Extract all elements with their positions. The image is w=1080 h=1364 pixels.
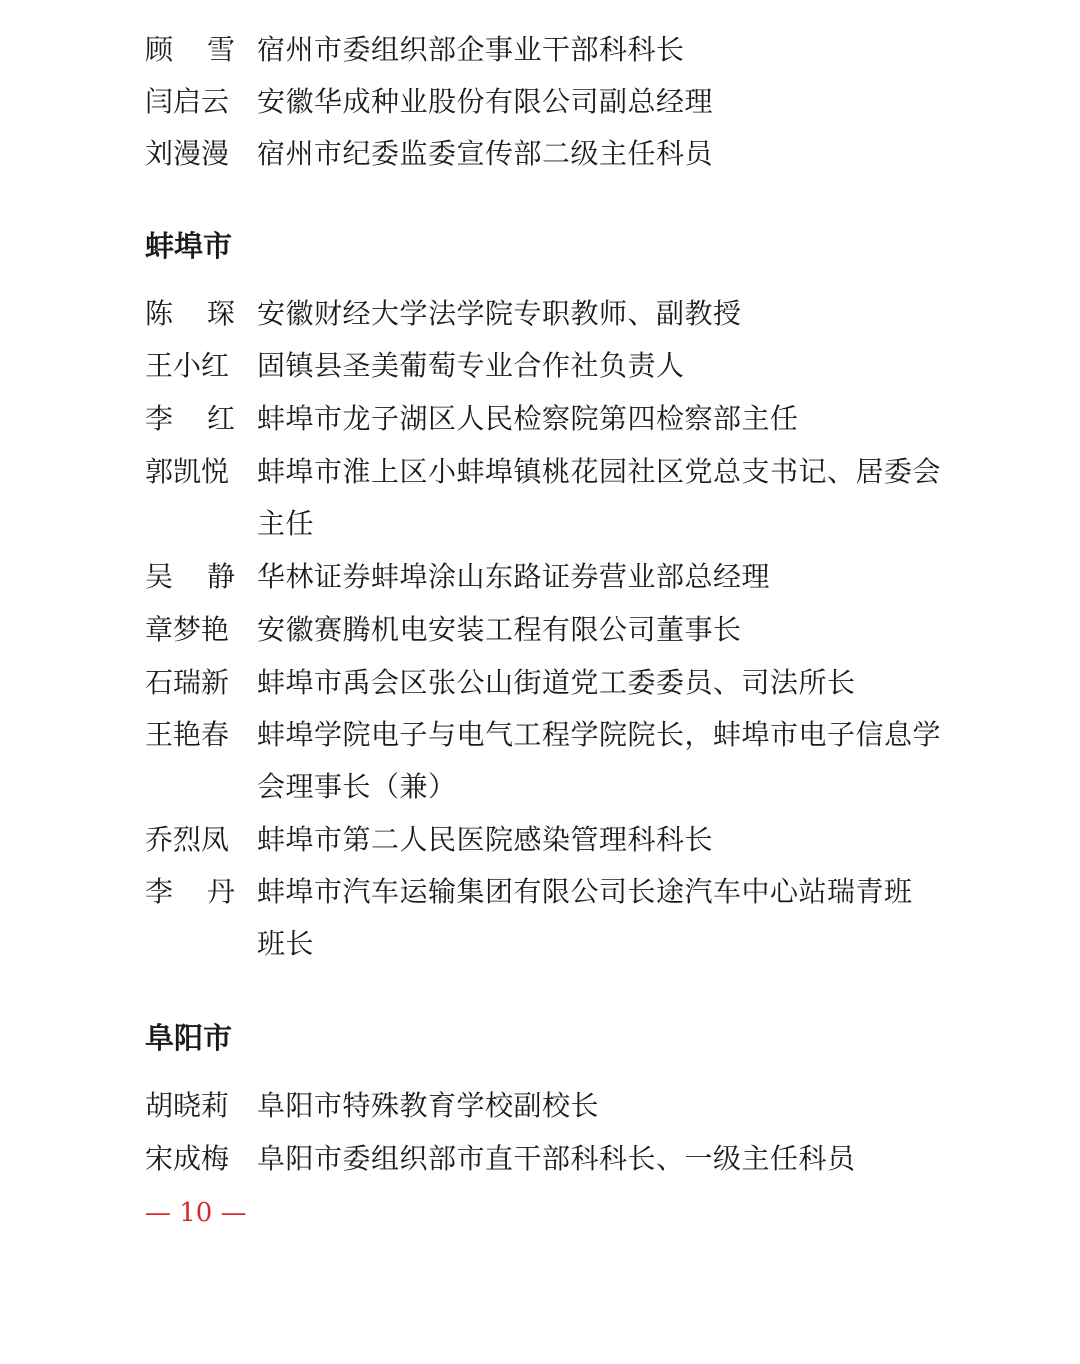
list-item: [0, 288, 1080, 340]
person-role: 固镇县圣美葡萄专业合作社负责人: [257, 349, 685, 382]
person-role: 安徽华成种业股份有限公司副总经理: [257, 85, 714, 118]
person-name: 郭凯悦: [145, 455, 230, 488]
person-name: 乔烈凤: [145, 823, 230, 856]
person-name: 吴 静: [145, 560, 235, 593]
list-item: [0, 551, 1080, 603]
person-role: 阜阳市特殊教育学校副校长: [257, 1089, 600, 1122]
list-item: [0, 709, 1080, 813]
person-role: 蚌埠市淮上区小蚌埠镇桃花园社区党总支书记、居委会: [257, 455, 942, 488]
person-role: 蚌埠市汽车运输集团有限公司长途汽车中心站瑞青班: [257, 875, 913, 908]
list-item: [0, 1080, 1080, 1132]
section-heading: 蚌埠市: [145, 229, 233, 263]
person-name: 宋成梅: [145, 1142, 230, 1175]
list-item: [0, 1133, 1080, 1185]
person-role: 蚌埠学院电子与电气工程学院院长，蚌埠市电子信息学: [257, 718, 942, 751]
person-role-continued: 会理事长（兼）: [257, 770, 457, 803]
page-number: — 10 —: [145, 1198, 247, 1228]
list-item: [0, 76, 1080, 128]
person-role-continued: 班长: [257, 927, 315, 960]
list-item: [0, 814, 1080, 866]
person-role-continued: 主任: [257, 507, 315, 540]
list-item: [0, 657, 1080, 709]
section-heading: 阜阳市: [145, 1021, 233, 1055]
person-name: 刘漫漫: [145, 137, 230, 170]
person-name: 李 红: [145, 402, 235, 435]
list-item: [0, 24, 1080, 76]
person-name: 李 丹: [145, 875, 235, 908]
person-name: 石瑞新: [145, 666, 230, 699]
list-item: [0, 866, 1080, 970]
person-name: 顾 雪: [145, 33, 235, 66]
list-item: [0, 393, 1080, 445]
person-name: 胡晓莉: [145, 1089, 230, 1122]
person-role: 蚌埠市第二人民医院感染管理科科长: [257, 823, 714, 856]
list-item: [0, 604, 1080, 656]
list-item: [0, 446, 1080, 550]
list-item: [0, 340, 1080, 392]
person-name: 闫启云: [145, 85, 230, 118]
person-role: 安徽赛腾机电安装工程有限公司董事长: [257, 613, 742, 646]
person-role: 蚌埠市龙子湖区人民检察院第四检察部主任: [257, 402, 799, 435]
person-role: 宿州市委组织部企事业干部科科长: [257, 33, 685, 66]
person-role: 华林证券蚌埠涂山东路证券营业部总经理: [257, 560, 771, 593]
person-name: 王艳春: [145, 718, 230, 751]
person-name: 王小红: [145, 349, 230, 382]
person-role: 蚌埠市禹会区张公山街道党工委委员、司法所长: [257, 666, 856, 699]
person-role: 安徽财经大学法学院专职教师、副教授: [257, 297, 742, 330]
person-role: 阜阳市委组织部市直干部科科长、一级主任科员: [257, 1142, 856, 1175]
person-name: 章梦艳: [145, 613, 230, 646]
person-role: 宿州市纪委监委宣传部二级主任科员: [257, 137, 714, 170]
list-item: [0, 128, 1080, 180]
person-name: 陈 琛: [145, 297, 235, 330]
